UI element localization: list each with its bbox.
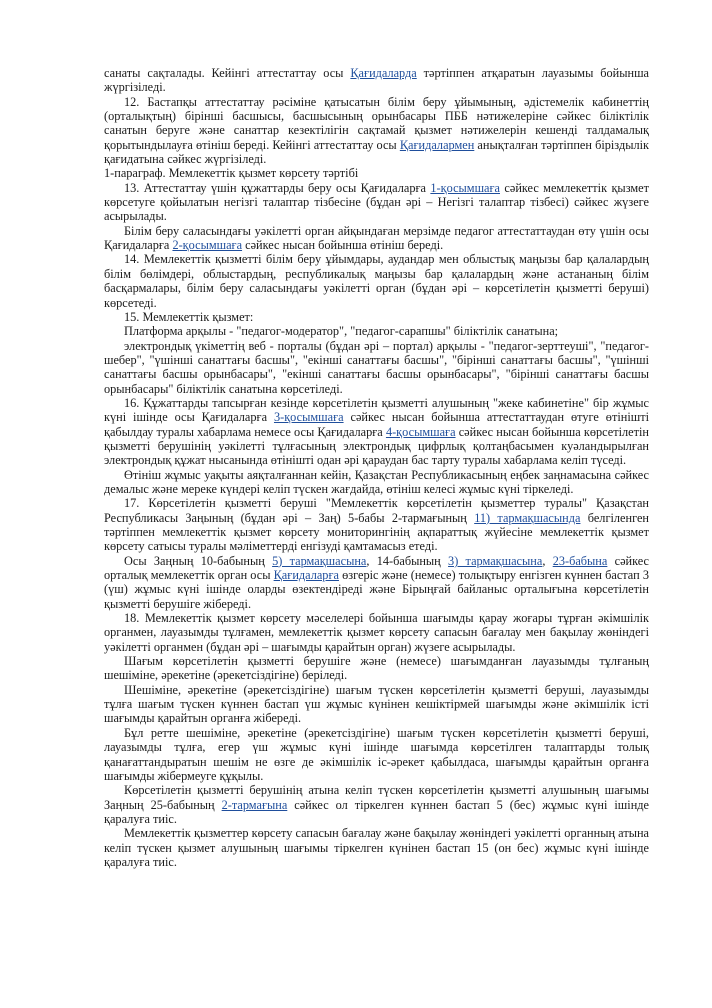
paragraph	[104, 468, 649, 497]
paragraph-text: Бұл ретте шешіміне, әрекетіне (әрекетсіздігіне) шағым түскен көрсетілетін қызметті беруші, лауазымды тұлға, егер үш жұмыс күні ішінде шағымда көрсетілген талаптарды толық қанағаттандыратын шешім не өзге де әкімшілік іс-әрекет қабылдаса, шағымды қарайтын органға шағымды жібермеуге құқылы.	[104, 725, 649, 783]
paragraph	[104, 554, 649, 611]
paragraph-text: Білім беру саласындағы уәкілетті орган айқындаған мерзімде педагог аттестаттаудан өту үшін осы Қағидаларға	[104, 223, 649, 253]
reference-link[interactable]: 5) тармақшасына	[272, 553, 367, 568]
paragraph-text: 17. Көрсетілетін қызметті беруші "Мемлекеттік көрсетілетін қызметтер туралы" Қазақстан Республикасы Заңының (бұдан әрі – Заң) 5-бабы 2-тармағының	[104, 496, 649, 525]
paragraph	[104, 339, 649, 396]
paragraph-text: Шағым көрсетілетін қызметті берушіге және (немесе) шағымданған лауазымды тұлғаның шешіміне, әрекетіне (әрекетсіздігіне) беріледі.	[104, 654, 649, 683]
paragraph-text: ,	[542, 553, 553, 568]
paragraph	[104, 181, 649, 224]
paragraph-text: анықталған тәртіппен біріздылік қағидатына сәйкес жүргізіледі.	[104, 137, 649, 167]
reference-link[interactable]: 1-қосымшаға	[430, 180, 500, 195]
reference-link[interactable]: Қағидалармен	[399, 137, 475, 152]
paragraph-text: Шешіміне, әрекетіне (әрекетсіздігіне) шағым түскен көрсетілетін қызметті беруші, лауазымды тұлға шағым түскен күннен бастап үш жұмыс күнінен кешіктірмей шағымды және әкімшілік істі шағымды қарайтын органға жібереді.	[104, 682, 649, 726]
paragraph	[104, 66, 649, 95]
reference-link[interactable]: 4-қосымшаға	[385, 424, 456, 439]
paragraph-text: 14. Мемлекеттік қызметті білім беру ұйымдары, аудандар мен облыстық маңызы бар қалалардың білім бөлімдері, облыстардың, республикалық маңызы бар қалалардың және астананың білім басқармалары, білім беру саласындағы уәкілетті орган (бұдан әрі – көрсетілетін қызметті беруші) көрсетеді.	[104, 252, 649, 310]
paragraph-text: сәйкес нысан бойынша өтініш береді.	[242, 238, 444, 253]
paragraph-text: сәйкес нысан бойынша аттестаттаудан өтуге өтінішті қабылдау туралы хабарлама немесе осы Қағидаларға	[104, 410, 649, 439]
paragraph	[104, 783, 649, 826]
paragraph	[104, 396, 649, 468]
paragraph	[104, 252, 649, 309]
reference-link[interactable]: 23-бабына	[552, 553, 608, 568]
paragraph	[104, 496, 649, 553]
reference-link[interactable]: Қағидаларға	[273, 568, 339, 583]
paragraph	[104, 683, 649, 726]
paragraph-text: сәйкес орталық мемлекеттік орган осы	[104, 553, 650, 583]
paragraph-text: өзгеріс және (немесе) толықтыру енгізген күннен бастап 3 (үш) жұмыс күні ішінде оларды өзектендіреді және Бірыңғай байланыс орталығына көрсетілетін қызметті берушіге жібереді.	[104, 568, 649, 611]
paragraph-text: Көрсетілетін қызметті берушінің атына келіп түскен көрсетілетін қызметті алушының шағымы Заңның 25-бабының	[104, 783, 649, 812]
paragraph-text: сәйкес нысан бойынша көрсетілетін қызметті берушінің уәкілетті тұлғасының электрондық цифрлық қолтаңбасымен куәландырылған электрондық құжат нысанында өтінішті одан әрі қараудан бас тарту туралы хабарлама келіп түседі.	[104, 424, 649, 468]
paragraph	[104, 324, 649, 338]
paragraph-text: тәртіппен атқаратын лауазымы бойынша жүргізіледі.	[104, 66, 650, 95]
paragraph-text: санаты сақталады. Кейінгі аттестаттау осы	[104, 66, 351, 80]
paragraph-text: Платформа арқылы - "педагог-модератор", "педагог-сарапшы" біліктілік санатына;	[124, 324, 559, 339]
paragraph-text: 16. Құжаттарды тапсырған кезінде көрсетілетін қызметті алушының "жеке кабинетіне" бір жұмыс күні ішінде осы Қағидаларға	[104, 395, 649, 425]
paragraph	[104, 726, 649, 783]
reference-link[interactable]: 11) тармақшасында	[474, 510, 581, 525]
paragraph-text: сәйкес мемлекеттік қызмет көрсетуге қойылатын негізгі талаптар тізбесіне (бұдан әрі – Негізгі талаптар тізбесі) сәйкес жүзеге асырылады.	[104, 180, 649, 224]
paragraph-text: Осы Заңның 10-бабының	[124, 553, 273, 568]
paragraph	[104, 310, 649, 324]
paragraph	[104, 224, 649, 253]
paragraph-text: Өтініш жұмыс уақыты аяқталғаннан кейін, Қазақстан Республикасының еңбек заңнамасына сәйкес демалыс және мереке күндері келіп түскен жағдайда, өтініш келесі жұмыс күні тіркеледі.	[104, 467, 649, 496]
reference-link[interactable]: 2-қосымшаға	[172, 238, 243, 253]
paragraph	[104, 95, 649, 167]
reference-link[interactable]: 2-тармағына	[221, 797, 288, 812]
paragraph-text: 18. Мемлекеттік қызмет көрсету мәселелері бойынша шағымды қарау жоғары тұрған әкімшілік органмен, лауазымды тұлғамен, мемлекеттік қызмет көрсету сапасын бағалау мен бақылау жөніндегі уәкілетті органмен (бұдан әрі – шағымды қарайтын орган) жүзеге асырылады.	[104, 611, 649, 654]
paragraph-text: сәйкес ол тіркелген күннен бастап 5 (бес) жұмыс күні ішінде қаралуға тиіс.	[104, 797, 649, 826]
paragraph-text: 1-параграф. Мемлекеттік қызмет көрсету тәртібі	[104, 166, 359, 181]
paragraph-text: , 14-бабының	[366, 553, 449, 568]
reference-link[interactable]: 3) тармақшасына	[448, 553, 543, 568]
document-page	[104, 66, 649, 869]
paragraph-text: 12. Бастапқы аттестаттау рәсіміне қатысатын білім беру ұйымының, әдістемелік кабинеттің (орталықтың) бірінші басшысы, басшысының орынбасары ПББ нәтижелеріне сәйкес біліктілік санатын беруге және санаттар кезектілігін сақтамай қызмет нәтижелерін кешенді талдамалық қорытындылауға өтініш береді. Кейінгі аттестаттау осы	[104, 94, 649, 152]
paragraph-text: белгіленген тәртіппен мемлекеттік қызмет көрсету мониторингінің ақпараттық жүйесіне мемлекеттік қызмет көрсету сатысы туралы мәліметтерді енгізуді қамтамасыз етеді.	[104, 510, 649, 554]
reference-link[interactable]: 3-қосымшаға	[273, 410, 344, 425]
paragraph	[104, 611, 649, 654]
paragraph-text: электрондық үкіметтің веб - порталы (бұдан әрі – портал) арқылы - "педагог-зерттеуші", "педагог-шебер", "үшінші санаттағы басшы", "екінші санаттағы басшы", "бірінші санаттағы басшы", "үшінші санаттағы басшы орынбасары", "екінші санаттағы басшы орынбасары", "бірінші санаттағы басшы орынбасары" біліктілік санатына көрсетіледі.	[104, 338, 649, 396]
paragraph-text: Мемлекеттік қызметтер көрсету сапасын бағалау және бақылау жөніндегі уәкілетті органның атына келіп түскен қызмет алушының шағымы тіркелген күнінен бастап 15 (он бес) жұмыс күні ішінде қаралуға тиіс.	[104, 826, 649, 869]
section-heading	[104, 166, 649, 180]
reference-link[interactable]: Қағидаларда	[350, 66, 417, 80]
paragraph-text: 15. Мемлекеттік қызмет:	[124, 309, 254, 324]
paragraph	[104, 654, 649, 683]
paragraph	[104, 826, 649, 869]
paragraph-text: 13. Аттестаттау үшін құжаттарды беру осы Қағидаларға	[124, 180, 431, 195]
